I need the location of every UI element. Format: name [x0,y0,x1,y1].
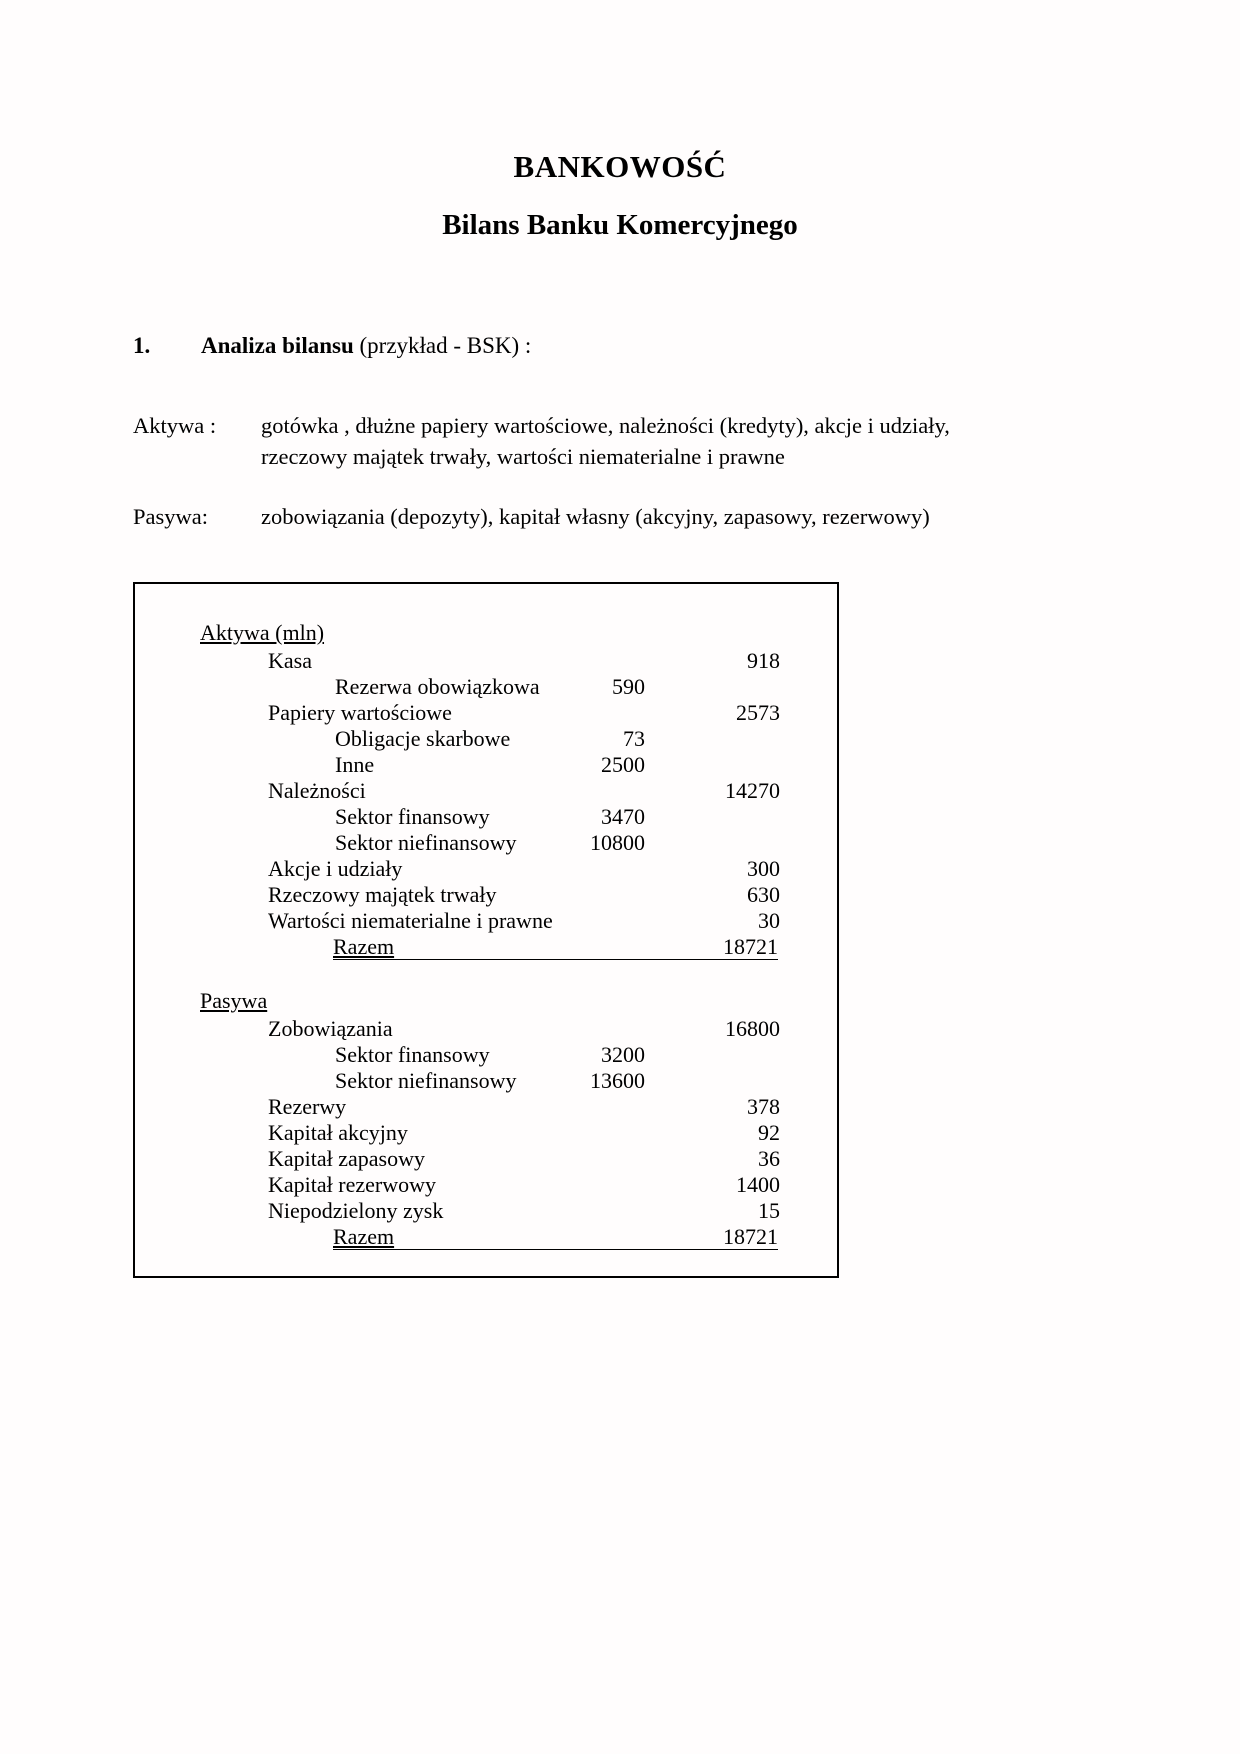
section-number: 1. [133,333,151,358]
definition-assets [133,410,1083,472]
row-label: Niepodzielony zysk [268,1198,444,1223]
section-spacer [200,962,790,988]
table-row [200,830,790,856]
row-value-outer: 378 [747,1094,780,1119]
row-value-outer: 14270 [725,778,780,803]
liabilities-rows [200,1016,790,1224]
row-label: Rzeczowy majątek trwały [268,882,497,907]
row-value-inner: 73 [623,726,645,751]
table-row [200,1120,790,1146]
definition-label-liabilities: Pasywa: [133,504,208,529]
assets-rows [200,648,790,934]
balance-sheet-table [200,620,790,1252]
liabilities-heading: Pasywa [200,988,268,1013]
row-label: Sektor finansowy [335,1042,490,1067]
page-subtitle: Bilans Banku Komercyjnego [442,209,798,242]
table-row [200,1198,790,1224]
row-label: Sektor finansowy [335,804,490,829]
row-label: Kapitał akcyjny [268,1120,408,1145]
definition-text-assets-line2: rzeczowy majątek trwały, wartości niematerialne i prawne [261,444,785,469]
table-row [200,1094,790,1120]
section-title: Analiza bilansu [201,333,354,358]
table-row [200,908,790,934]
row-value-inner: 13600 [590,1068,645,1093]
row-label: Sektor niefinansowy [335,830,517,855]
table-row [200,778,790,804]
table-row [200,1042,790,1068]
row-label: Inne [335,752,375,777]
row-label: Rezerwy [268,1094,347,1119]
liabilities-total-rule [333,1249,778,1250]
row-label: Akcje i udziały [268,856,403,881]
row-value-outer: 300 [747,856,780,881]
assets-heading-wrap [200,620,790,648]
balance-sheet-box [133,582,839,1278]
liabilities-total-label: Razem [333,1224,395,1249]
row-label: Obligacje skarbowe [335,726,511,751]
table-row [200,882,790,908]
assets-total-label: Razem [333,934,395,959]
row-value-outer: 36 [758,1146,780,1171]
assets-total-row [200,934,790,962]
definition-label-assets: Aktywa : [133,413,217,438]
row-value-inner: 10800 [590,830,645,855]
table-row [200,674,790,700]
row-value-outer: 16800 [725,1016,780,1041]
page-title: BANKOWOŚĆ [513,148,727,184]
row-value-outer: 1400 [736,1172,780,1197]
row-value-inner: 3200 [601,1042,645,1067]
liabilities-heading-wrap [200,988,790,1016]
table-row [200,726,790,752]
table-row [200,1068,790,1094]
row-value-outer: 630 [747,882,780,907]
row-value-outer: 918 [747,648,780,673]
assets-total-value: 18721 [723,934,778,959]
table-row [200,648,790,674]
row-label: Wartości niematerialne i prawne [268,908,553,933]
definition-liabilities [133,501,1083,532]
table-row [200,1172,790,1198]
row-label: Papiery wartościowe [268,700,452,725]
section-subtitle: (przykład - BSK) : [353,333,532,358]
definitions-block [133,410,1083,561]
row-value-outer: 15 [758,1198,780,1223]
definition-text-assets-line1: gotówka , dłużne papiery wartościowe, należności (kredyty), akcje i udziały, [261,413,950,438]
table-row [200,1146,790,1172]
row-label: Zobowiązania [268,1016,393,1041]
section-heading [133,333,531,359]
row-label: Sektor niefinansowy [335,1068,517,1093]
row-value-inner: 3470 [601,804,645,829]
table-row [200,804,790,830]
row-label: Kapitał zapasowy [268,1146,425,1171]
liabilities-total-row [200,1224,790,1252]
row-value-inner: 590 [612,674,645,699]
table-row [200,752,790,778]
row-label: Należności [268,778,366,803]
definition-text-liabilities-line1: zobowiązania (depozyty), kapitał własny (akcyjny, zapasowy, rezerwowy) [261,504,930,529]
row-value-outer: 30 [758,908,780,933]
table-row [200,856,790,882]
assets-total-rule [333,959,778,960]
table-row [200,700,790,726]
row-label: Kasa [268,648,312,673]
row-value-inner: 2500 [601,752,645,777]
assets-heading: Aktywa (mln) [200,620,325,645]
table-row [200,1016,790,1042]
row-value-outer: 2573 [736,700,780,725]
row-label: Kapitał rezerwowy [268,1172,436,1197]
liabilities-total-value: 18721 [723,1224,778,1249]
row-value-outer: 92 [758,1120,780,1145]
row-label: Rezerwa obowiązkowa [335,674,540,699]
